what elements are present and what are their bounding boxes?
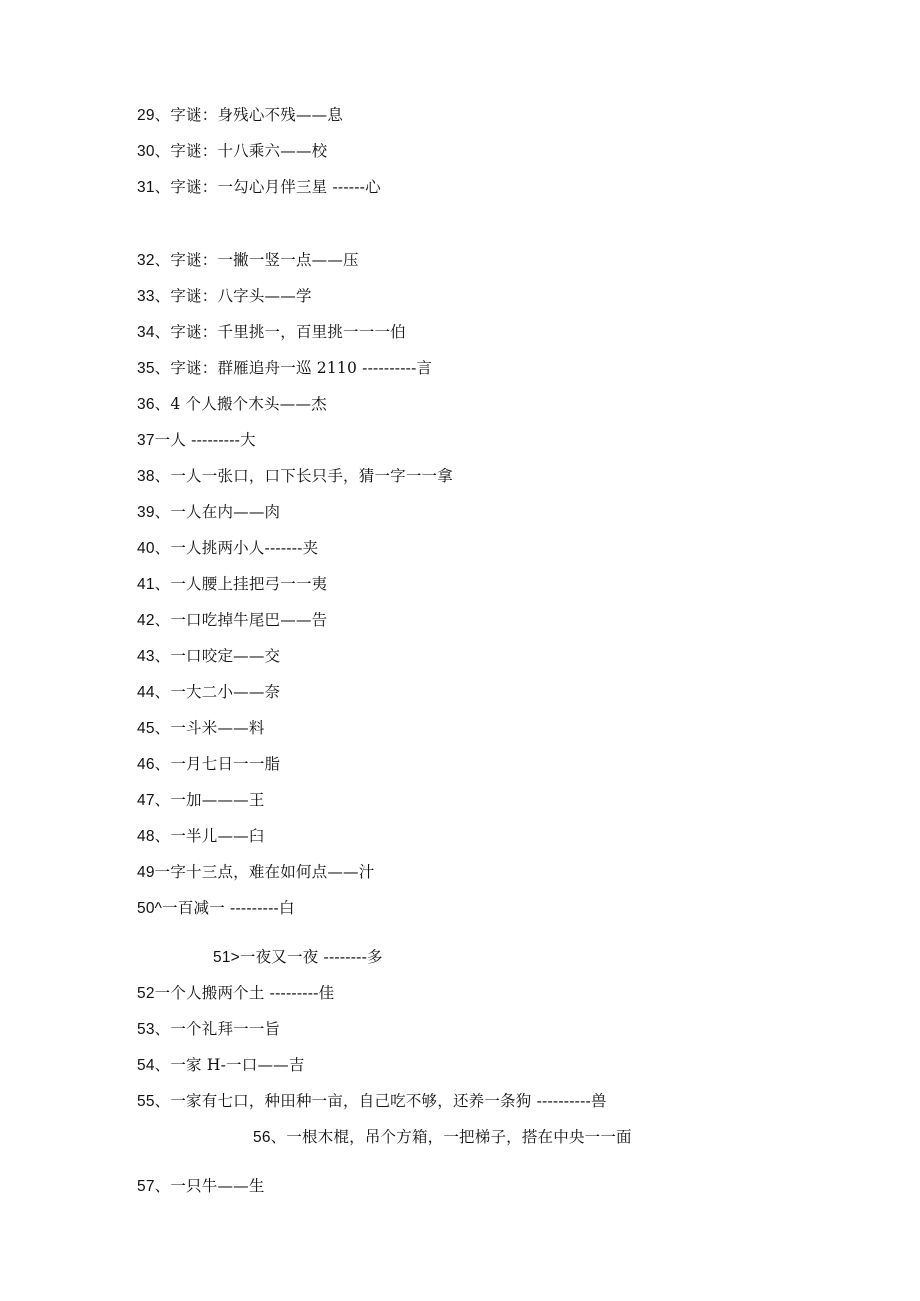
riddle-number: 51> (213, 949, 240, 966)
riddle-text: 、一大二小——奈 (154, 683, 281, 701)
riddle-number: 37 (137, 432, 155, 449)
riddle-text: 一个人搬两个土 ---------佳 (154, 984, 335, 1002)
riddle-text: 、字谜：千里挑一，百里挑一一一伯 (154, 323, 406, 341)
riddle-text: 、一个礼拜一一旨 (154, 1020, 281, 1038)
riddle-number: 56 (253, 1129, 271, 1146)
riddle-number: 47 (137, 792, 155, 809)
riddle-text: 、一人腰上挂把弓一一夷 (154, 575, 328, 593)
riddle-line (137, 286, 312, 307)
riddle-text: 、一根木棍，吊个方箱，一把梯子，搭在中央一一面 (270, 1128, 632, 1146)
riddle-line (137, 177, 381, 198)
riddle-text: 、字谜：十八乘六——校 (154, 142, 328, 160)
riddle-text: 、字谜：身残心不残——息 (154, 106, 344, 124)
riddle-number: 44 (137, 684, 155, 701)
riddle-number: 39 (137, 504, 155, 521)
riddle-text: 、一加———王 (154, 791, 265, 809)
riddle-line (137, 983, 334, 1004)
riddle-text: 、一人一张口，口下长只手，猜一字一一拿 (154, 467, 453, 485)
riddle-text: 、一斗米——料 (154, 719, 265, 737)
riddle-number: 45 (137, 720, 155, 737)
riddle-line (137, 1176, 265, 1197)
riddle-text: 一百减一 ---------白 (162, 899, 295, 917)
riddle-text: 一人 ---------大 (154, 431, 256, 449)
riddle-line (137, 610, 327, 631)
riddle-text: 、一家 H-一口——吉 (154, 1056, 305, 1074)
riddle-number: 48 (137, 828, 155, 845)
riddle-line (137, 574, 327, 595)
riddle-text: 、一人在内——肉 (154, 503, 281, 521)
riddle-text: 、字谜：八字头——学 (154, 287, 312, 305)
riddle-line (137, 1055, 305, 1076)
riddle-text: 、一家有七口，种田种一亩，自己吃不够，还养一条狗 ----------兽 (154, 1092, 607, 1110)
riddle-number: 32 (137, 252, 155, 269)
riddle-text: 、一只牛——生 (154, 1177, 265, 1195)
riddle-number: 41 (137, 576, 155, 593)
riddle-number: 49 (137, 864, 155, 881)
riddle-line (137, 105, 343, 126)
riddle-number: 34 (137, 324, 155, 341)
riddle-line (137, 862, 374, 883)
riddle-number: 30 (137, 143, 155, 160)
riddle-text: 、一半儿——臼 (154, 827, 265, 845)
riddle-text: 、字谜：群雁追舟一巡 2110 ----------言 (154, 359, 433, 377)
riddle-line (137, 754, 280, 775)
riddle-line (137, 141, 327, 162)
riddle-text: 、字谜：一勾心月伴三星 ------心 (154, 178, 381, 196)
riddle-text: 、一月七日一一脂 (154, 755, 281, 773)
riddle-line (137, 898, 295, 919)
riddle-line (253, 1127, 632, 1148)
riddle-line (137, 682, 280, 703)
riddle-number: 40 (137, 540, 155, 557)
riddle-line (137, 1091, 607, 1112)
riddle-line (137, 394, 327, 415)
riddle-text: 、一口咬定——交 (154, 647, 281, 665)
riddle-line (137, 466, 453, 487)
riddle-line (137, 790, 265, 811)
riddle-number: 55 (137, 1093, 155, 1110)
riddle-number: 50^ (137, 900, 163, 917)
riddle-text: 、一口吃掉牛尾巴——告 (154, 611, 328, 629)
riddle-number: 33 (137, 288, 155, 305)
riddle-text: 一夜又一夜 --------多 (239, 948, 383, 966)
riddle-text: 、4 个人搬个木头——杰 (154, 395, 327, 413)
riddle-number: 46 (137, 756, 155, 773)
riddle-number: 36 (137, 396, 155, 413)
riddle-text: 、字谜：一撇一竖一点——压 (154, 251, 359, 269)
riddle-line (137, 1019, 280, 1040)
riddle-line (137, 826, 265, 847)
riddle-number: 29 (137, 107, 155, 124)
riddle-number: 42 (137, 612, 155, 629)
riddle-line (137, 646, 280, 667)
riddle-number: 54 (137, 1057, 155, 1074)
riddle-line (137, 358, 432, 379)
riddle-line (213, 947, 383, 968)
riddle-line (137, 430, 256, 451)
riddle-number: 31 (137, 179, 155, 196)
riddle-line (137, 250, 359, 271)
riddle-number: 35 (137, 360, 155, 377)
riddle-number: 52 (137, 985, 155, 1002)
riddle-number: 57 (137, 1178, 155, 1195)
riddle-line (137, 322, 406, 343)
riddle-text: 一字十三点，难在如何点——汁 (154, 863, 375, 881)
riddle-line (137, 718, 265, 739)
riddle-number: 53 (137, 1021, 155, 1038)
riddle-line (137, 502, 280, 523)
riddle-number: 38 (137, 468, 155, 485)
riddle-line (137, 538, 318, 559)
riddle-text: 、一人挑两小人-------夹 (154, 539, 319, 557)
riddle-number: 43 (137, 648, 155, 665)
